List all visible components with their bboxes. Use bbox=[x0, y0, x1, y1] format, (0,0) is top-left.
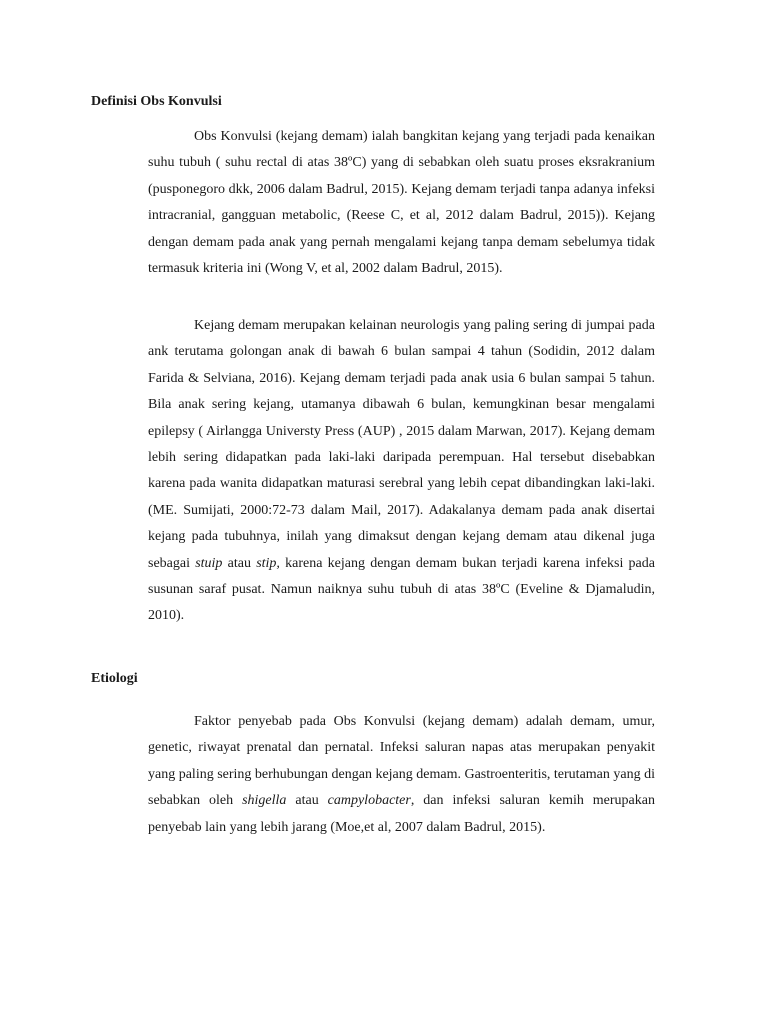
italic-term-campylobacter: campylobacter bbox=[327, 793, 411, 809]
paragraph-definisi-2 bbox=[148, 313, 655, 630]
italic-term-shigella: shigella bbox=[242, 793, 287, 809]
text-run: karena kejang dengan demam bukan terjadi karena infeksi pada susunan saraf pusat. Namun naiknya suhu tubuh di atas 38ºC (Eveline & Djamaludin, 2010). bbox=[148, 555, 655, 624]
text-run: Obs Konvulsi (kejang demam) ialah bangkitan kejang yang terjadi pada kenaikan suhu tubuh ( suhu rectal di atas 38ºC) yang di sebabkan oleh suatu proses eksrakranium (pusponegoro dkk, 2006 dalam Badrul, 2015). Kejang demam terjadi tanpa adanya infeksi intracranial, gangguan metabolic, (Reese C, et al, 2012 dalam Badrul, 2015)). Kejang dengan demam pada anak yang pernah mengalami kejang tanpa demam sebelumya tidak termasuk kriteria ini (Wong V, et al, 2002 dalam Badrul, 2015). bbox=[148, 129, 655, 277]
text-run: Kejang demam merupakan kelainan neurologis yang paling sering di jumpai pada ank terutama golongan anak di bawah 6 bulan sampai 4 tahun (Sodidin, 2012 dalam Farida & Selviana, 2016). Kejang demam terjadi pada anak usia 6 bulan sampai 5 tahun. Bila anak sering kejang, utamanya dibawah 6 bulan, kemungkinan besar mengalami epilepsy ( Airlangga Universty Press (AUP) , 2015 dalam Marwan, 2017). Kejang demam lebih sering didapatkan pada laki-laki daripada perempuan. Hal tersebut disebabkan karena pada wanita didapatkan maturasi serebral yang lebih cepat dibandingkan laki-laki. (ME. Sumijati, 2000:72-73 dalam Mail, 2017). Adakalanya demam pada anak disertai kejang pada tubuhnya, inilah yang dimaksut dengan kejang demam atau dikenal juga sebagai bbox=[148, 318, 655, 571]
paragraph-definisi-1 bbox=[148, 124, 655, 282]
text-run: atau bbox=[222, 555, 257, 571]
heading-etiologi: Etiologi bbox=[91, 671, 138, 686]
paragraph-etiologi-1 bbox=[148, 709, 655, 841]
italic-term-stuip: stuip bbox=[195, 555, 223, 571]
text-run: Faktor penyebab pada Obs Konvulsi (kejang demam) adalah demam, umur, genetic, riwayat prenatal dan pernatal. Infeksi saluran napas atas merupakan penyakit yang paling sering berhubungan dengan kejang demam. Gastroenteritis, terutaman yang di sebabkan oleh bbox=[148, 714, 655, 809]
heading-definisi: Definisi Obs Konvulsi bbox=[91, 94, 222, 109]
italic-term-stip: stip, bbox=[256, 555, 280, 571]
text-run: , dan infeksi saluran kemih merupakan penyebab lain yang lebih jarang (Moe,et al, 2007 dalam Badrul, 2015). bbox=[148, 793, 655, 835]
text-run: atau bbox=[286, 793, 328, 809]
